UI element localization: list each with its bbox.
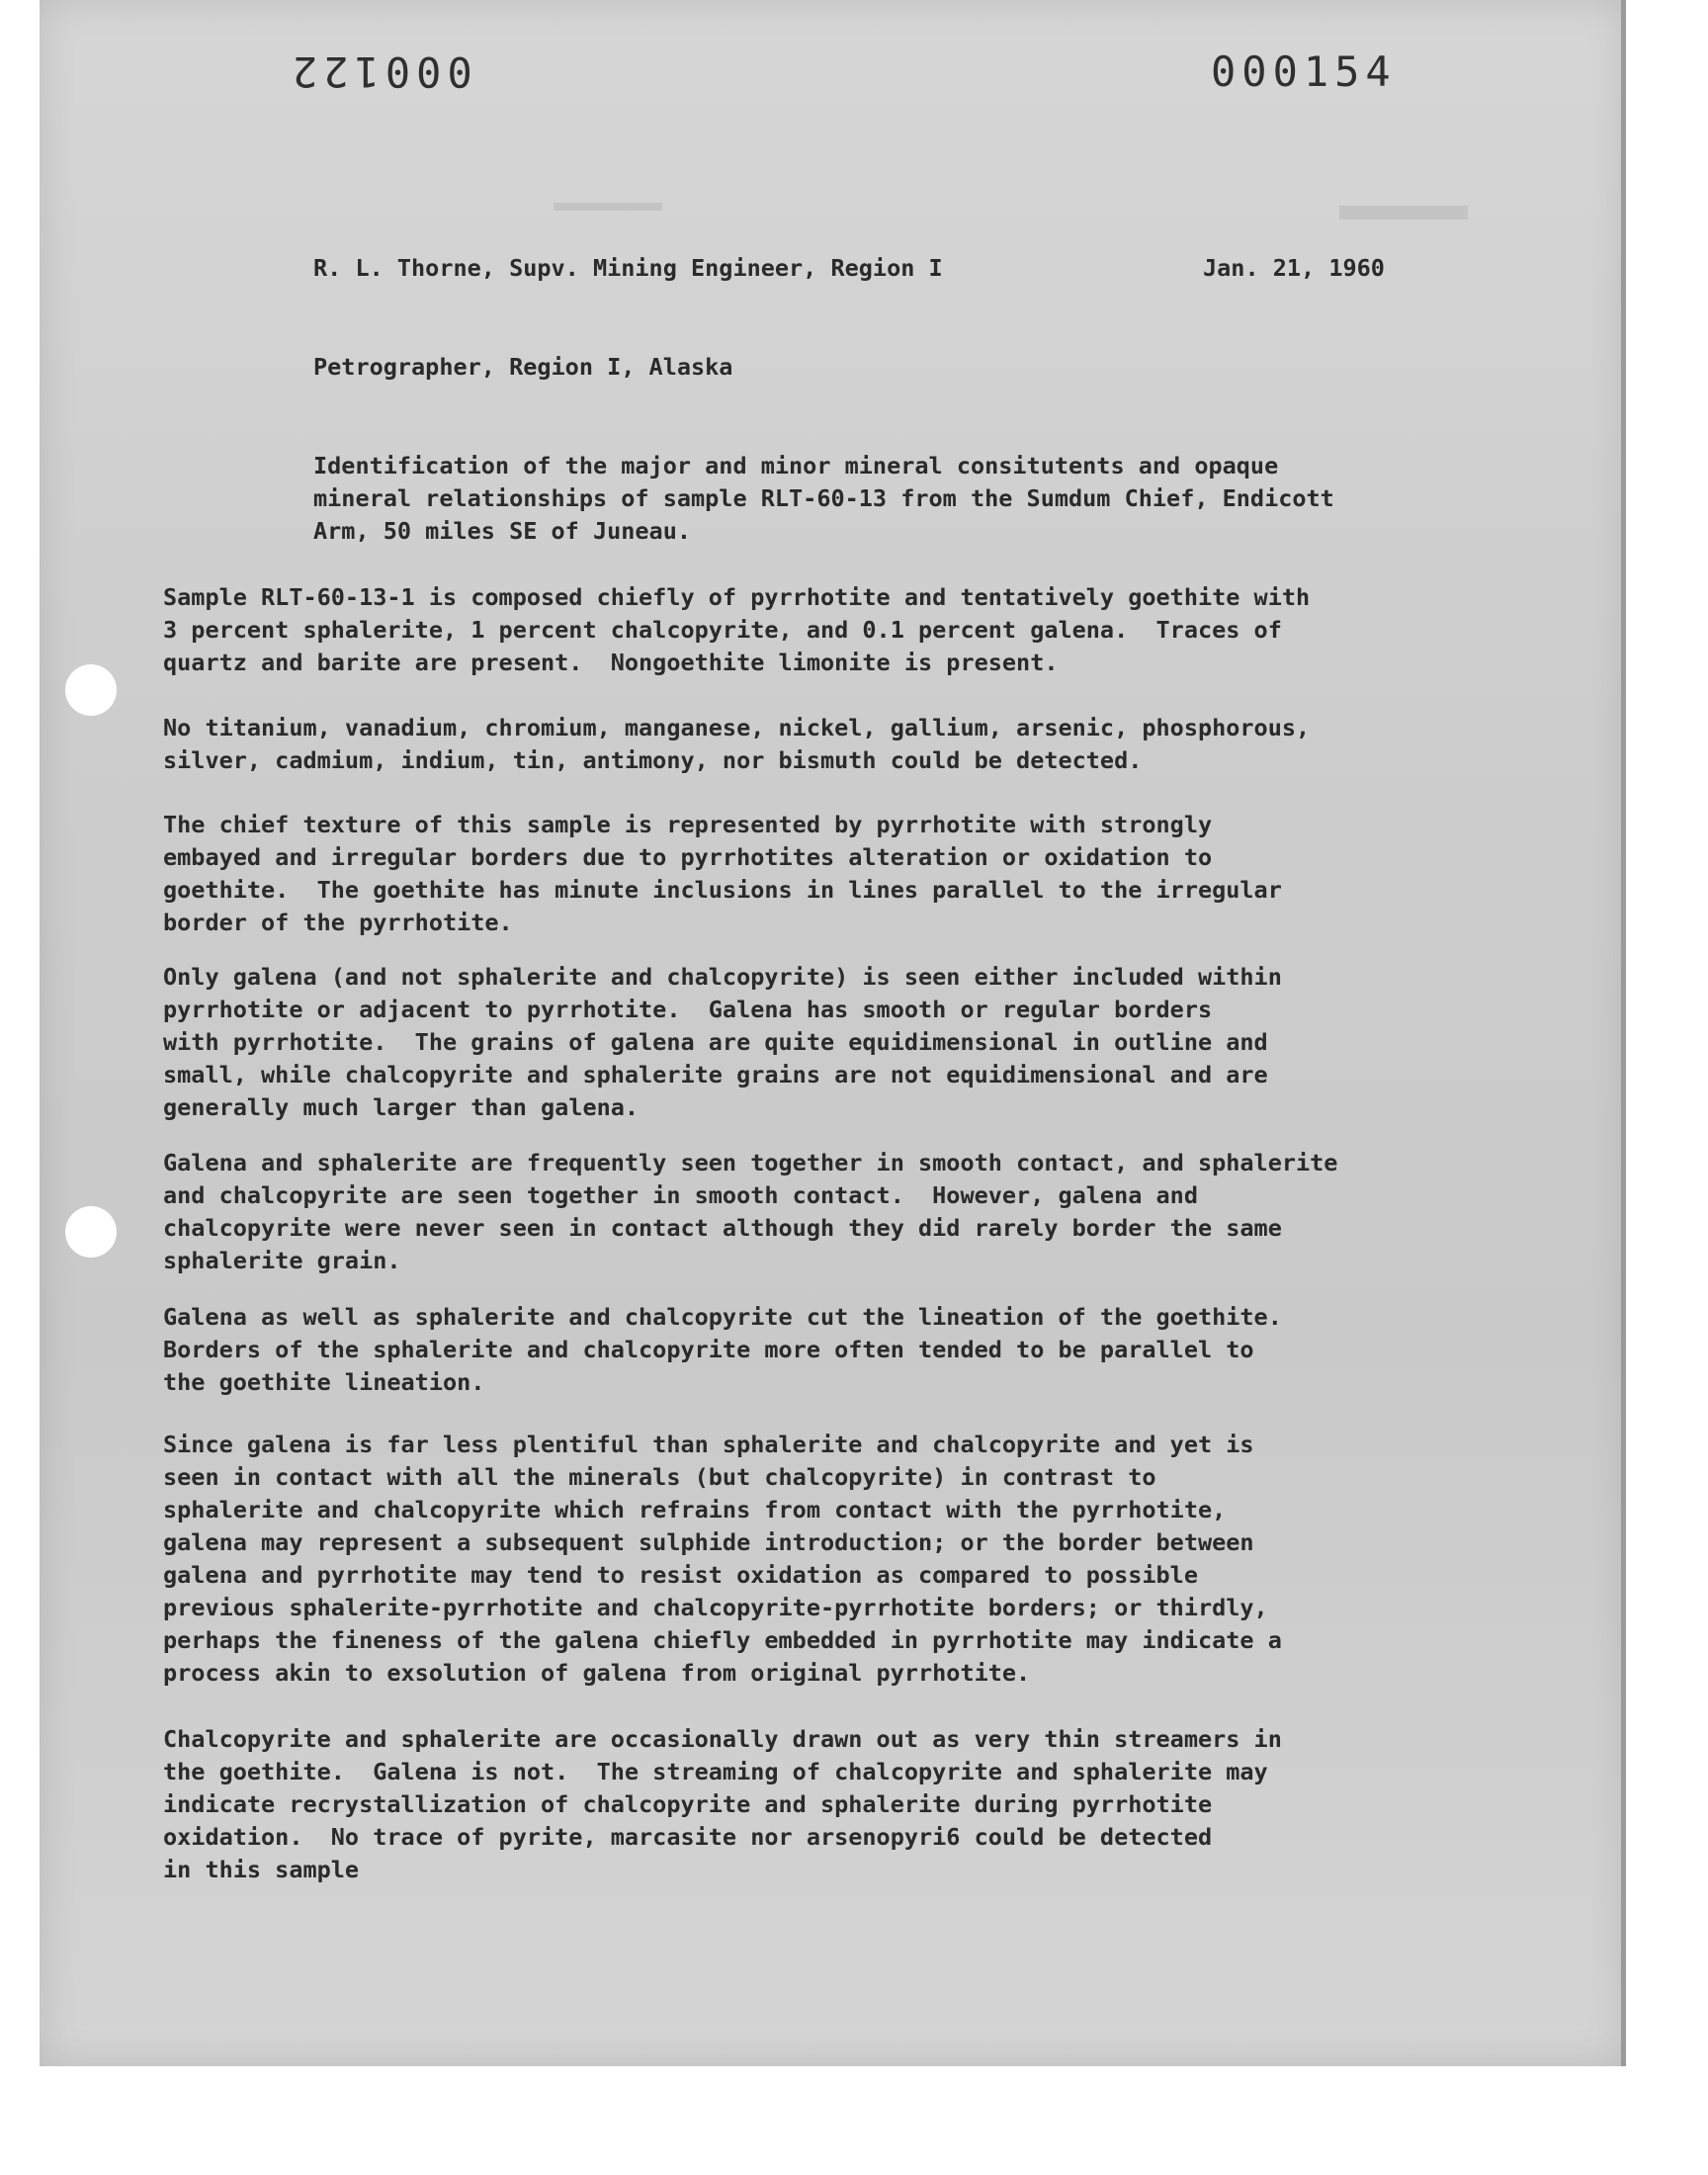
body-paragraph: No titanium, vanadium, chromium, manganese, nickel, gallium, arsenic, phosphorous, silver, cadmium, indium, tin, antimony, nor bismuth could be detected. — [163, 714, 1311, 774]
body-paragraph: Galena and sphalerite are frequently seen together in smooth contact, and sphalerite and chalcopyrite are seen together in smooth contact. However, galena and chalcopyrite were never seen in contact although they did rarely border the same sphalerite grain. — [163, 1149, 1338, 1274]
body-paragraph: Since galena is far less plentiful than sphalerite and chalcopyrite and yet is seen in contact with all the minerals (but chalcopyrite) in contrast to sphalerite and chalcopyrite which refrains from contact with the pyrrhotite, galena may represent a subsequent sulphide introduction; or the border between galena and pyrrhotite may tend to resist oxidation as compared to possible previous sphalerite-pyrrhotite and chalcopyrite-pyrrhotite borders; or thirdly, perhaps the fineness of the galena chiefly embedded in pyrrhotite may indicate a process akin to exsolution of galena from original pyrrhotite. — [163, 1431, 1282, 1687]
body-paragraph: Only galena (and not sphalerite and chalcopyrite) is seen either included within pyrrhotite or adjacent to pyrrhotite. Galena has smooth or regular borders with pyrrhotite. The grains of galena are quite equidimensional in outline and small, while chalcopyrite and sphalerite grains are not equidimensional and are generally much larger than galena. — [163, 963, 1282, 1121]
punch-hole — [65, 1206, 117, 1258]
memo-date: Jan. 21, 1960 — [1203, 254, 1385, 282]
scan-smudge — [554, 203, 662, 211]
memo-to: Petrographer, Region I, Alaska — [313, 353, 733, 381]
page-edge — [1621, 0, 1626, 2066]
body-paragraph: The chief texture of this sample is represented by pyrrhotite with strongly embayed and irregular borders due to pyrrhotites alteration or oxidation to goethite. The goethite has minute inclusions in lines parallel to the irregular border of the pyrrhotite. — [163, 811, 1282, 936]
memo-subject: Identification of the major and minor mineral consitutents and opaque mineral relationships of sample RLT-60-13 from the Sumdum Chief, Endicott Arm, 50 miles SE of Juneau. — [313, 452, 1334, 545]
body-paragraph: Sample RLT-60-13-1 is composed chiefly of pyrrhotite and tentatively goethite with 3 percent sphalerite, 1 percent chalcopyrite, and 0.1 percent galena. Traces of quartz and barite are present. Nongoethite limonite is present. — [163, 583, 1311, 676]
scan-smudge — [1339, 206, 1468, 219]
page-stamp-left: 000122 — [287, 47, 472, 96]
body-paragraph: Chalcopyrite and sphalerite are occasionally drawn out as very thin streamers in the goethite. Galena is not. The streaming of chalcopyrite and sphalerite may indicate recrystallization of chalcopyrite and sphalerite during pyrrhotite oxidation. No trace of pyrite, marcasite nor arsenopyri6 could be detected in this sample — [163, 1725, 1282, 1883]
page-stamp-right: 000154 — [1211, 47, 1397, 96]
memo-from: R. L. Thorne, Supv. Mining Engineer, Region I — [313, 254, 943, 282]
punch-hole — [65, 664, 117, 716]
body-paragraph: Galena as well as sphalerite and chalcopyrite cut the lineation of the goethite. Borders of the sphalerite and chalcopyrite more often tended to be parallel to the goethite lineation. — [163, 1303, 1282, 1396]
